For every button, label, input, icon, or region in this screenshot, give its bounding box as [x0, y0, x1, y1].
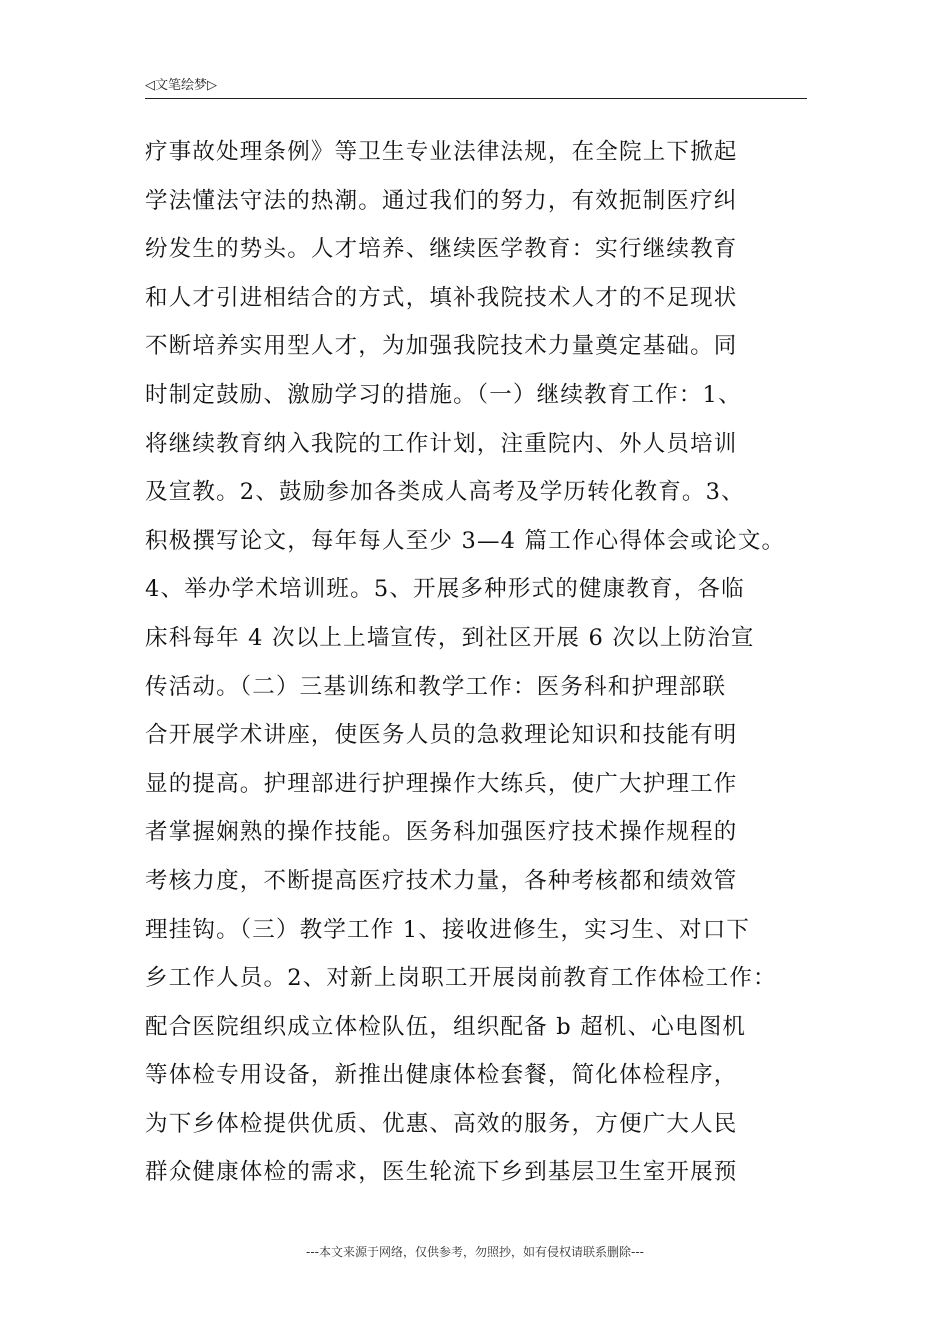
- text-line: 为下乡体检提供优质、优惠、高效的服务，方便广大人民: [145, 1110, 738, 1137]
- text-line: 合开展学术讲座，使医务人员的急救理论知识和技能有明: [145, 722, 738, 749]
- header-title: ◁文笔绘梦▷: [145, 78, 217, 93]
- text-line: 和人才引进相结合的方式，填补我院技术人才的不足现状: [145, 284, 738, 311]
- text-line: 及宣教。2、鼓励参加各类成人高考及学历转化教育。3、: [145, 479, 745, 506]
- text-line: 4、举办学术培训班。5、开展多种形式的健康教育，各临: [145, 576, 745, 603]
- text-line: 将继续教育纳入我院的工作计划，注重院内、外人员培训: [145, 430, 738, 457]
- text-line: 显的提高。护理部进行护理操作大练兵，使广大护理工作: [145, 770, 738, 797]
- text-line: 时制定鼓励、激励学习的措施。（一）继续教育工作：1、: [145, 381, 742, 408]
- text-line: 等体检专用设备，新推出健康体检套餐，简化体检程序，: [145, 1062, 738, 1089]
- text-line: 纷发生的势头。人才培养、继续医学教育：实行继续教育: [145, 236, 738, 263]
- text-line: 配合医院组织成立体检队伍，组织配备 b 超机、心电图机: [145, 1013, 747, 1040]
- page-header: [145, 72, 807, 99]
- text-line: 学法懂法守法的热潮。通过我们的努力，有效扼制医疗纠: [145, 187, 738, 214]
- document-body: [145, 128, 815, 1197]
- text-line: 者掌握娴熟的操作技能。医务科加强医疗技术操作规程的: [145, 819, 738, 846]
- text-line: 积极撰写论文，每年每人至少 3—4 篇工作心得体会或论文。: [145, 527, 786, 554]
- text-line: 疗事故处理条例》等卫生专业法律法规，在全院上下掀起: [145, 139, 738, 165]
- text-line: 群众健康体检的需求，医生轮流下乡到基层卫生室开展预: [145, 1159, 738, 1186]
- text-line: 理挂钩。（三）教学工作 1、接收进修生，实习生、对口下: [145, 916, 751, 943]
- text-line: 传活动。（二）三基训练和教学工作：医务科和护理部联: [145, 673, 727, 700]
- text-line: 考核力度，不断提高医疗技术力量，各种考核都和绩效管: [145, 867, 738, 894]
- text-line: 乡工作人员。2、对新上岗职工开展岗前教育工作体检工作：: [145, 965, 777, 992]
- text-line: 床科每年 4 次以上上墙宣传，到社区开展 6 次以上防治宣: [145, 624, 755, 651]
- text-line: 不断培养实用型人才，为加强我院技术力量奠定基础。同: [145, 333, 738, 360]
- page-footer: ---本文来源于网络，仅供参考，勿照抄，如有侵权请联系删除---: [306, 1245, 644, 1259]
